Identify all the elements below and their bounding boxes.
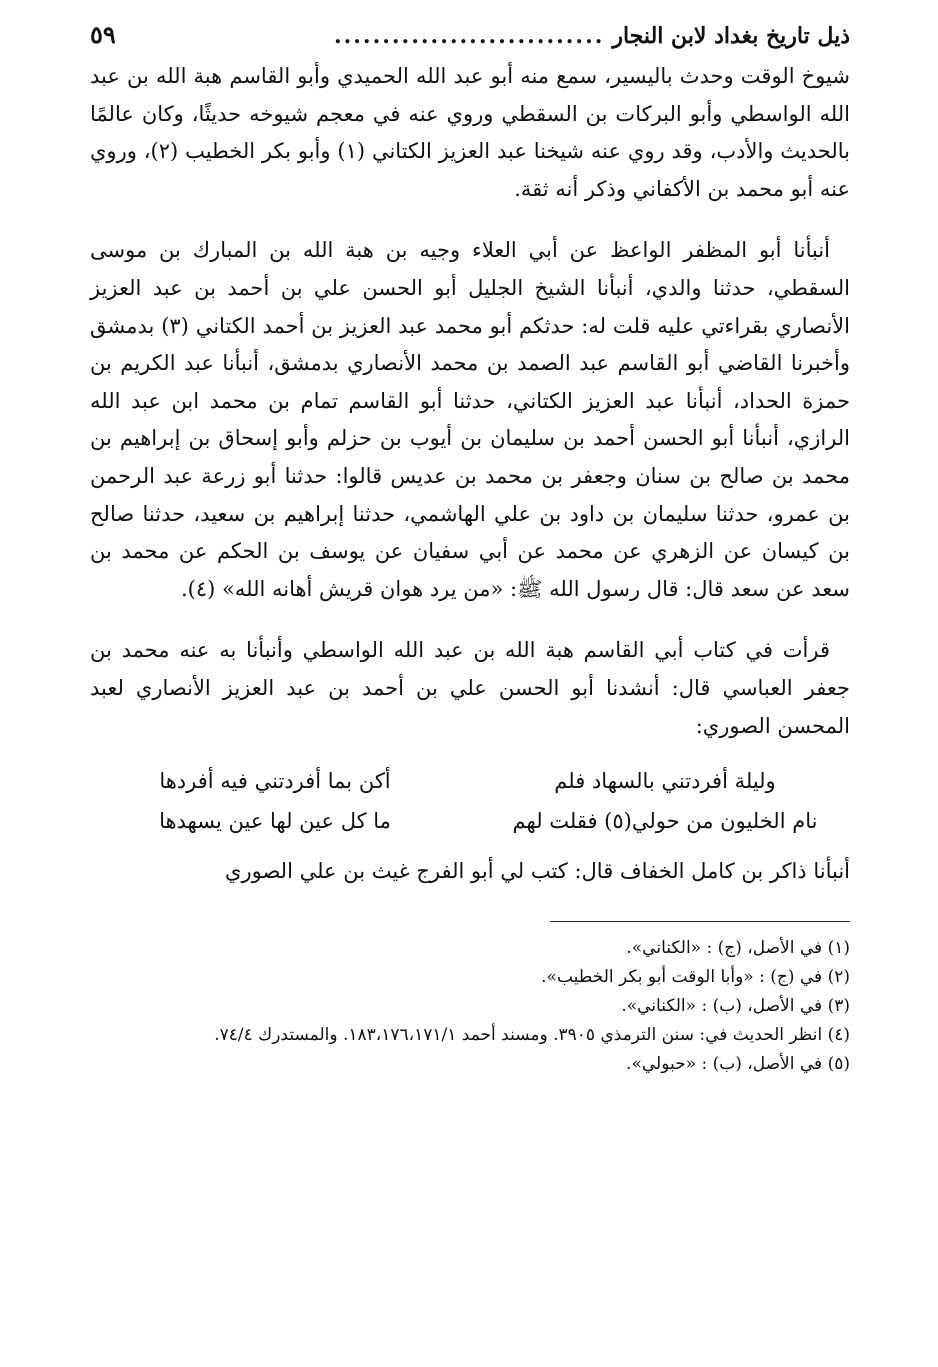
footnotes — [90, 934, 850, 1079]
footnote: (٣) في الأصل، (ب) : «الكناني». — [621, 995, 850, 1016]
footnote-divider — [550, 921, 850, 922]
poem — [90, 761, 850, 841]
poem-verse — [90, 761, 850, 801]
running-header — [90, 20, 850, 58]
closing-paragraph: أنبأنا ذاكر بن كامل الخفاف قال: كتب لي أبو الفرج غيث بن علي الصوري — [225, 859, 850, 884]
book-page — [90, 20, 850, 1350]
verse-second-hemistich: أكن بما أفردتني فيه أفردها — [159, 769, 391, 794]
verse-first-hemistich: وليلة أفردتني بالسهاد فلم — [554, 769, 776, 794]
page-number: ٥٩ — [90, 20, 116, 49]
footnote: (٥) في الأصل، (ب) : «حبولي». — [626, 1053, 850, 1074]
paragraph-2: أنبأنا أبو المظفر الواعظ عن أبي العلاء وجيه بن هبة الله بن المبارك بن موسى السقطي، حدثنا والدي، أنبأنا الشيخ الجليل أبو الحسن علي بن أحمد بن عبد العزيز الأنصاري بقراءتي عليه قلت له: حدثكم أبو محمد عبد العزيز بن أحمد الكتاني (٣) بدمشق وأخبرنا القاضي أبو القاسم عبد الصمد بن محمد الأنصاري بدمشق، أنبأنا عبد الكريم بن حمزة الحداد، أنبأنا عبد العزيز الكتاني، حدثنا أبو القاسم تمام بن محمد ابن عبد الله الرازي، أنبأنا أبو الحسن أحمد بن سليمان بن أيوب بن حزلم وأبو إسحاق بن إبراهيم بن محمد بن صالح بن سنان وجعفر بن محمد بن عديس قالوا: حدثنا أبو زرعة عبد الرحمن بن عمرو، حدثنا سليمان بن داود بن علي الهاشمي، حدثنا إبراهيم بن سعيد، حدثنا صالح بن كيسان عن الزهري عن محمد عن أبي سفيان عن يوسف بن الحكم عن محمد بن سعد عن سعد قال: قال رسول الله ﷺ: «من يرد هوان قريش أهانه الله» (٤). — [90, 238, 850, 601]
verse-first-hemistich: نام الخليون من حولي(٥) فقلت لهم — [512, 809, 818, 834]
header-dots: ............................ — [333, 23, 605, 49]
footnote: (٤) انظر الحديث في: سنن الترمذي ٣٩٠٥. ومسند أحمد ١٨٣،١٧٦،١٧١/١. والمستدرك ٧٤/٤. — [214, 1024, 850, 1045]
verse-second-hemistich: ما كل عين لها عين يسهدها — [159, 809, 391, 834]
book-title: ذيل تاريخ بغداد لابن النجار — [612, 23, 850, 49]
poem-verse — [90, 801, 850, 841]
paragraph-3: قرأت في كتاب أبي القاسم هبة الله بن عبد الله الواسطي وأنبأنا به عنه محمد بن جعفر العباسي قال: أنشدنا أبو الحسن علي بن أحمد بن عبد العزيز الأنصاري لعبد المحسن الصوري: — [90, 638, 850, 738]
footnote: (١) في الأصل، (ج) : «الكناني». — [626, 937, 850, 958]
paragraph-1: شيوخ الوقت وحدث باليسير، سمع منه أبو عبد الله الحميدي وأبو القاسم هبة الله بن عبد الله الواسطي وأبو البركات بن السقطي وروي عنه في معجم شيوخه حديثًا، وكان عالمًا بالحديث والأدب، وقد روي عنه شيخنا عبد العزيز الكتاني (١) وأبو بكر الخطيب (٢)، وروي عنه أبو محمد بن الأكفاني وذكر أنه ثقة. — [90, 64, 850, 201]
footnote: (٢) في (ج) : «وأبا الوقت أبو بكر الخطيب». — [541, 966, 850, 987]
